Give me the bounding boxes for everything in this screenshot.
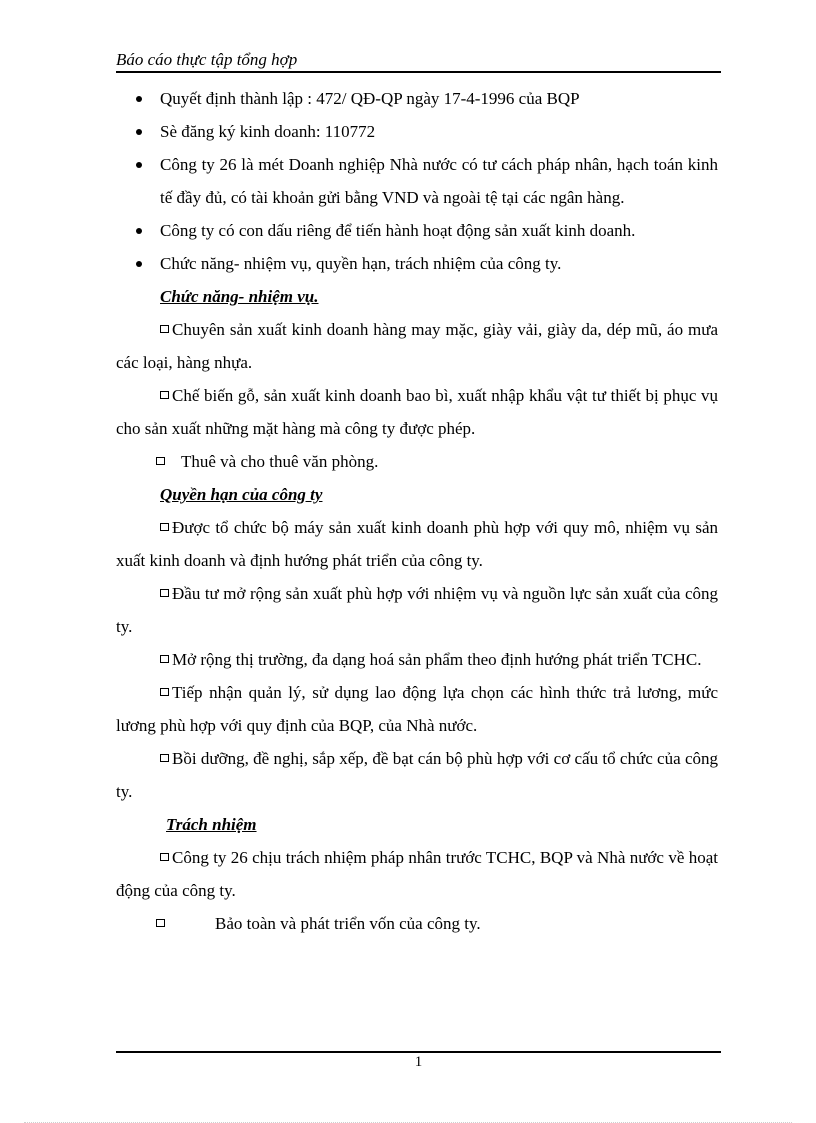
list-item: Chuyên sản xuất kinh doanh hàng may mặc, giày vải, giày da, dép mũ, áo mưa các loại, hàng nhựa. <box>116 320 718 372</box>
checkbox-square-icon <box>160 655 169 663</box>
header-title: Báo cáo thực tập tổng hợp <box>116 50 298 69</box>
page-header <box>116 50 721 73</box>
page-number: 1 <box>414 1054 423 1070</box>
bullet-item: Công ty 26 là mét Doanh nghiệp Nhà nước có tư cách pháp nhân, hạch toán kinh tế đầy đủ, có tài khoản gửi bằng VND và ngoài tệ tại các ngân hàng. <box>116 148 718 214</box>
checkbox-square-icon <box>160 523 169 531</box>
section-heading-rights: Quyền hạn của công ty <box>160 485 323 504</box>
bullet-item: Quyết định thành lập : 472/ QĐ-QP ngày 17-4-1996 của BQP <box>116 82 718 115</box>
bullet-item: Chức năng- nhiệm vụ, quyền hạn, trách nhiệm của công ty. <box>116 247 718 280</box>
checkbox-square-icon <box>160 853 169 861</box>
checkbox-square-icon <box>156 919 165 927</box>
document-body <box>116 82 718 940</box>
checkbox-square-icon <box>156 457 165 465</box>
bullet-item: Sè đăng ký kinh doanh: 110772 <box>116 115 718 148</box>
section-heading-functions: Chức năng- nhiệm vụ. <box>160 287 319 306</box>
checkbox-square-icon <box>160 325 169 333</box>
section-heading-responsibilities: Trách nhiệm <box>166 815 257 834</box>
list-item: Đầu tư mở rộng sản xuất phù hợp với nhiệm vụ và nguồn lực sản xuất của công ty. <box>116 584 718 636</box>
list-item: Bồi dưỡng, đề nghị, sắp xếp, đề bạt cán bộ phù hợp với cơ cấu tổ chức của công ty. <box>116 749 718 801</box>
list-item: Công ty 26 chịu trách nhiệm pháp nhân trước TCHC, BQP và Nhà nước về hoạt động của công ty. <box>116 848 718 900</box>
footer-divider <box>116 1051 721 1053</box>
checkbox-square-icon <box>160 589 169 597</box>
checkbox-square-icon <box>160 688 169 696</box>
list-item: Mở rộng thị trường, đa dạng hoá sản phẩm theo định hướng phát triển TCHC. <box>116 643 718 676</box>
list-item: Bảo toàn và phát triển vốn của công ty. <box>156 907 718 940</box>
bullet-item: Công ty có con dấu riêng để tiến hành hoạt động sản xuất kinh doanh. <box>116 214 718 247</box>
checkbox-square-icon <box>160 754 169 762</box>
checkbox-square-icon <box>160 391 169 399</box>
list-item: Được tổ chức bộ máy sản xuất kinh doanh phù hợp với quy mô, nhiệm vụ sản xuất kinh doanh và định hướng phát triển của công ty. <box>116 518 718 570</box>
list-item: Tiếp nhận quản lý, sử dụng lao động lựa chọn các hình thức trả lương, mức lương phù hợp với quy định của BQP, của Nhà nước. <box>116 683 718 735</box>
bullet-list <box>116 82 718 280</box>
list-item: Thuê và cho thuê văn phòng. <box>156 445 718 478</box>
list-item: Chế biến gỗ, sản xuất kinh doanh bao bì, xuất nhập khẩu vật tư thiết bị phục vụ cho sản xuất những mặt hàng mà công ty được phép. <box>116 386 718 438</box>
